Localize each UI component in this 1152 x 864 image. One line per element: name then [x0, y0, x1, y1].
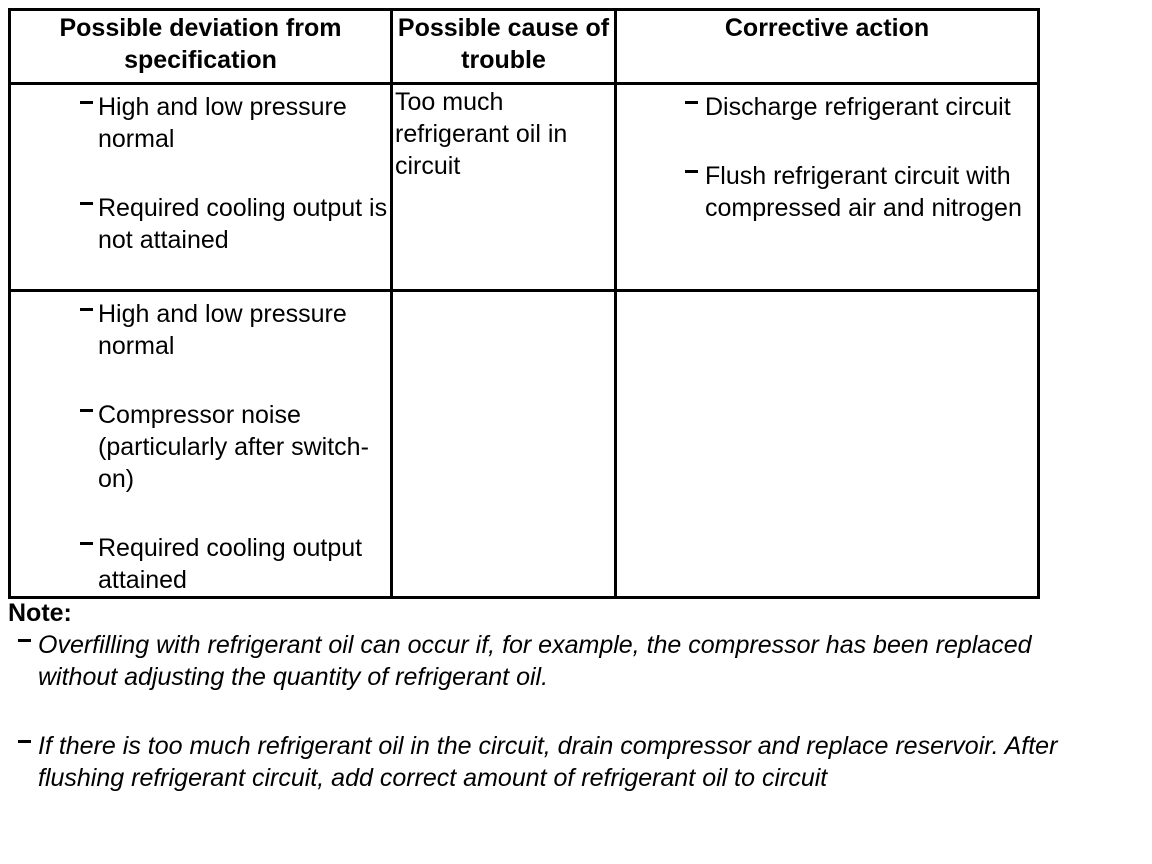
deviation-item: Required cooling output attained	[11, 532, 390, 596]
dash-bullet-icon	[80, 202, 93, 205]
action-item: Flush refrigerant circuit with compressed air and nitrogen	[617, 160, 1037, 224]
table-row	[10, 291, 1039, 598]
dash-bullet-icon	[18, 639, 31, 642]
deviation-item: Compressor noise (particularly after switch-on)	[11, 399, 390, 495]
troubleshooting-table	[8, 8, 1040, 599]
deviation-item: High and low pressure normal	[11, 91, 390, 155]
note-item: If there is too much refrigerant oil in the circuit, drain compressor and replace reservoir. After flushing refrigerant circuit, add correct amount of refrigerant oil to circuit	[8, 730, 1108, 794]
header-cause: Possible cause of trouble	[392, 10, 616, 84]
dash-bullet-icon	[685, 170, 698, 173]
cause-cell	[392, 291, 616, 598]
table-header-row	[10, 10, 1039, 84]
note-section	[8, 597, 1108, 794]
note-label: Note:	[8, 599, 72, 627]
header-deviation: Possible deviation from specification	[10, 10, 392, 84]
dash-bullet-icon	[80, 101, 93, 104]
dash-bullet-icon	[80, 409, 93, 412]
dash-bullet-icon	[80, 542, 93, 545]
table-row	[10, 84, 1039, 291]
dash-bullet-icon	[685, 101, 698, 104]
deviation-cell	[10, 291, 392, 598]
dash-bullet-icon	[80, 308, 93, 311]
cause-text: Too much refrigerant oil in circuit	[395, 88, 568, 180]
deviation-cell	[10, 84, 392, 291]
header-action: Corrective action	[616, 10, 1039, 84]
note-item: Overfilling with refrigerant oil can occur if, for example, the compressor has been replaced without adjusting the quantity of refrigerant oil.	[8, 629, 1108, 693]
action-cell	[616, 291, 1039, 598]
action-cell	[616, 84, 1039, 291]
deviation-item: High and low pressure normal	[11, 298, 390, 362]
cause-cell	[392, 84, 616, 291]
dash-bullet-icon	[18, 740, 31, 743]
action-item: Discharge refrigerant circuit	[617, 91, 1037, 123]
deviation-item: Required cooling output is not attained	[11, 192, 390, 256]
